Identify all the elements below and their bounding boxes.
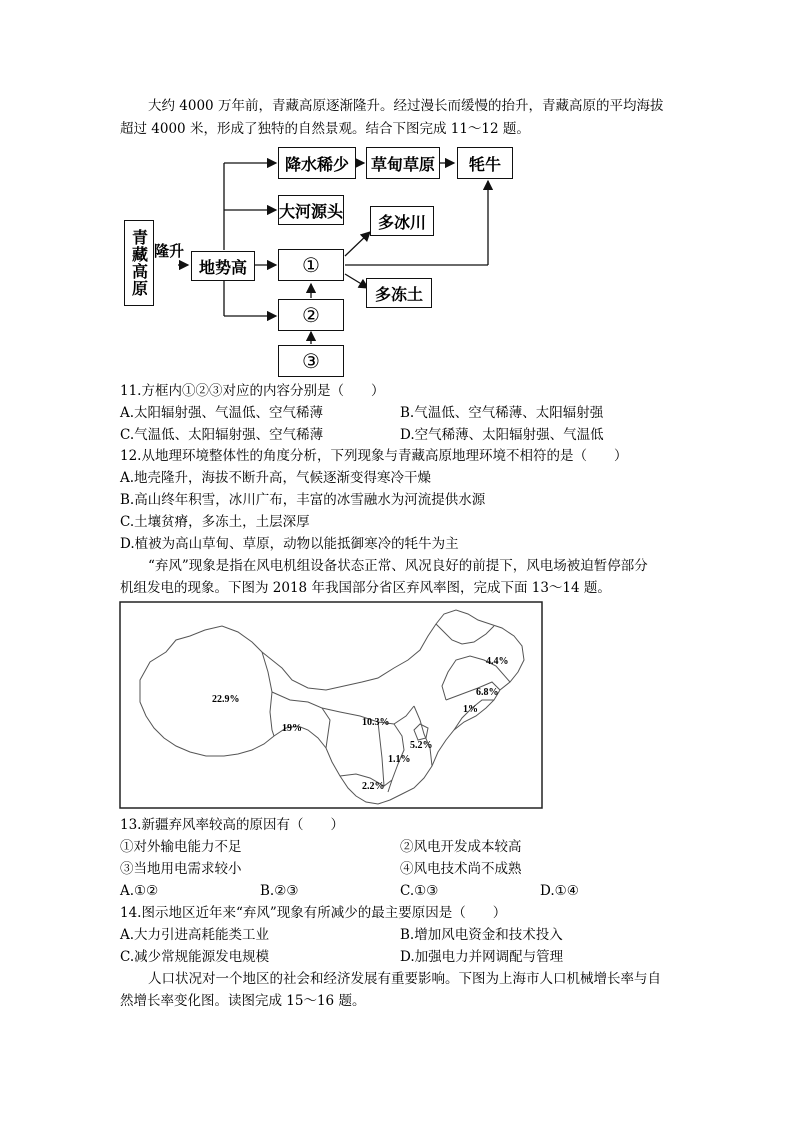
box-circle-3: ③ — [278, 345, 344, 377]
box-meadow-grassland: 草甸草原 — [366, 147, 440, 179]
box-circle-1: ① — [278, 249, 344, 281]
q11-stem: 11.方框内①②③对应的内容分别是（ ） — [120, 383, 385, 399]
box-low-precipitation: 降水稀少 — [278, 147, 356, 179]
box-circle-2: ② — [278, 299, 344, 331]
intro1-line1: 大约 4000 万年前，青藏高原逐渐隆升。经过漫长而缓慢的抬升，青藏高原的平均海拔 — [148, 98, 664, 114]
box-yak: 牦牛 — [457, 147, 513, 179]
q12-stem: 12.从地理环境整体性的角度分析，下列现象与青藏高原地理环境不相符的是（ ） — [120, 448, 628, 464]
box-glaciers: 多冰川 — [370, 206, 434, 236]
intro2-line1: “弃风”现象是指在风电机组设备状态正常、风况良好的前提下，风电场被迫暂停部分 — [148, 558, 648, 574]
q12-option-d: D.植被为高山草甸、草原，动物以能抵御寒冷的牦牛为主 — [120, 536, 459, 552]
q11-option-b: B.气温低、空气稀薄、太阳辐射强 — [400, 405, 604, 421]
intro1-line2: 超过 4000 米，形成了独特的自然景观。结合下图完成 11～12 题。 — [120, 121, 530, 137]
q12-option-c: C.土壤贫瘠，多冻土，土层深厚 — [120, 514, 310, 530]
label-neimenggu: 10.3% — [362, 717, 390, 728]
q11-option-a: A.太阳辐射强、气温低、空气稀薄 — [120, 405, 324, 421]
q13-statement-1: ①对外输电能力不足 — [120, 839, 242, 855]
label-gansu: 19% — [282, 723, 302, 734]
box-qingzang-plateau: 青藏高原 — [124, 220, 154, 306]
label-xinjiang: 22.9% — [212, 694, 240, 705]
q13-statement-2: ②风电开发成本较高 — [400, 839, 522, 855]
q13-statement-3: ③当地用电需求较小 — [120, 861, 242, 877]
q11-option-d: D.空气稀薄、太阳辐射强、气温低 — [400, 427, 604, 443]
q14-option-a: A.大力引进高耗能类工业 — [120, 927, 270, 943]
label-shaanxi: 2.2% — [362, 781, 385, 792]
label-jilin: 6.8% — [476, 687, 499, 698]
box-river-source: 大河源头 — [278, 195, 344, 225]
arrow-label-uplift: 隆升 — [153, 242, 184, 260]
q14-option-b: B.增加风电资金和技术投入 — [400, 927, 563, 943]
box-permafrost: 多冻土 — [366, 278, 432, 308]
q13-option-b: B.②③ — [260, 883, 299, 899]
q13-option-c: C.①③ — [400, 883, 439, 899]
map-frame — [120, 602, 542, 808]
label-heilongjiang: 4.4% — [486, 656, 509, 667]
q14-stem: 14.图示地区近年来“弃风”现象有所减少的最主要原因是（ ） — [120, 905, 507, 921]
label-shanxi: 1.1% — [388, 754, 411, 765]
q11-option-c: C.气温低、太阳辐射强、空气稀薄 — [120, 427, 324, 443]
label-hebei: 5.2% — [410, 740, 433, 751]
q13-option-d: D.①④ — [540, 883, 579, 899]
label-liaoning: 1% — [463, 704, 478, 715]
intro3-line1: 人口状况对一个地区的社会和经济发展有重要影响。下图为上海市人口机械增长率与自 — [148, 971, 661, 987]
q14-option-c: C.减少常规能源发电规模 — [120, 949, 270, 965]
q13-stem: 13.新疆弃风率较高的原因有（ ） — [120, 817, 344, 833]
q12-option-a: A.地壳隆升，海拔不断升高，气候逐渐变得寒冷干燥 — [120, 470, 432, 486]
q12-option-b: B.高山终年积雪，冰川广布，丰富的冰雪融水为河流提供水源 — [120, 492, 486, 508]
q13-statement-4: ④风电技术尚不成熟 — [400, 861, 522, 877]
intro3-line2: 然增长率变化图。读图完成 15～16 题。 — [120, 993, 366, 1009]
q14-option-d: D.加强电力并网调配与管理 — [400, 949, 564, 965]
intro2-line2: 机组发电的现象。下图为 2018 年我国部分省区弃风率图，完成下面 13～14 题。 — [120, 580, 611, 596]
q13-option-a: A.①② — [120, 883, 159, 899]
box-high-terrain: 地势高 — [191, 251, 255, 281]
